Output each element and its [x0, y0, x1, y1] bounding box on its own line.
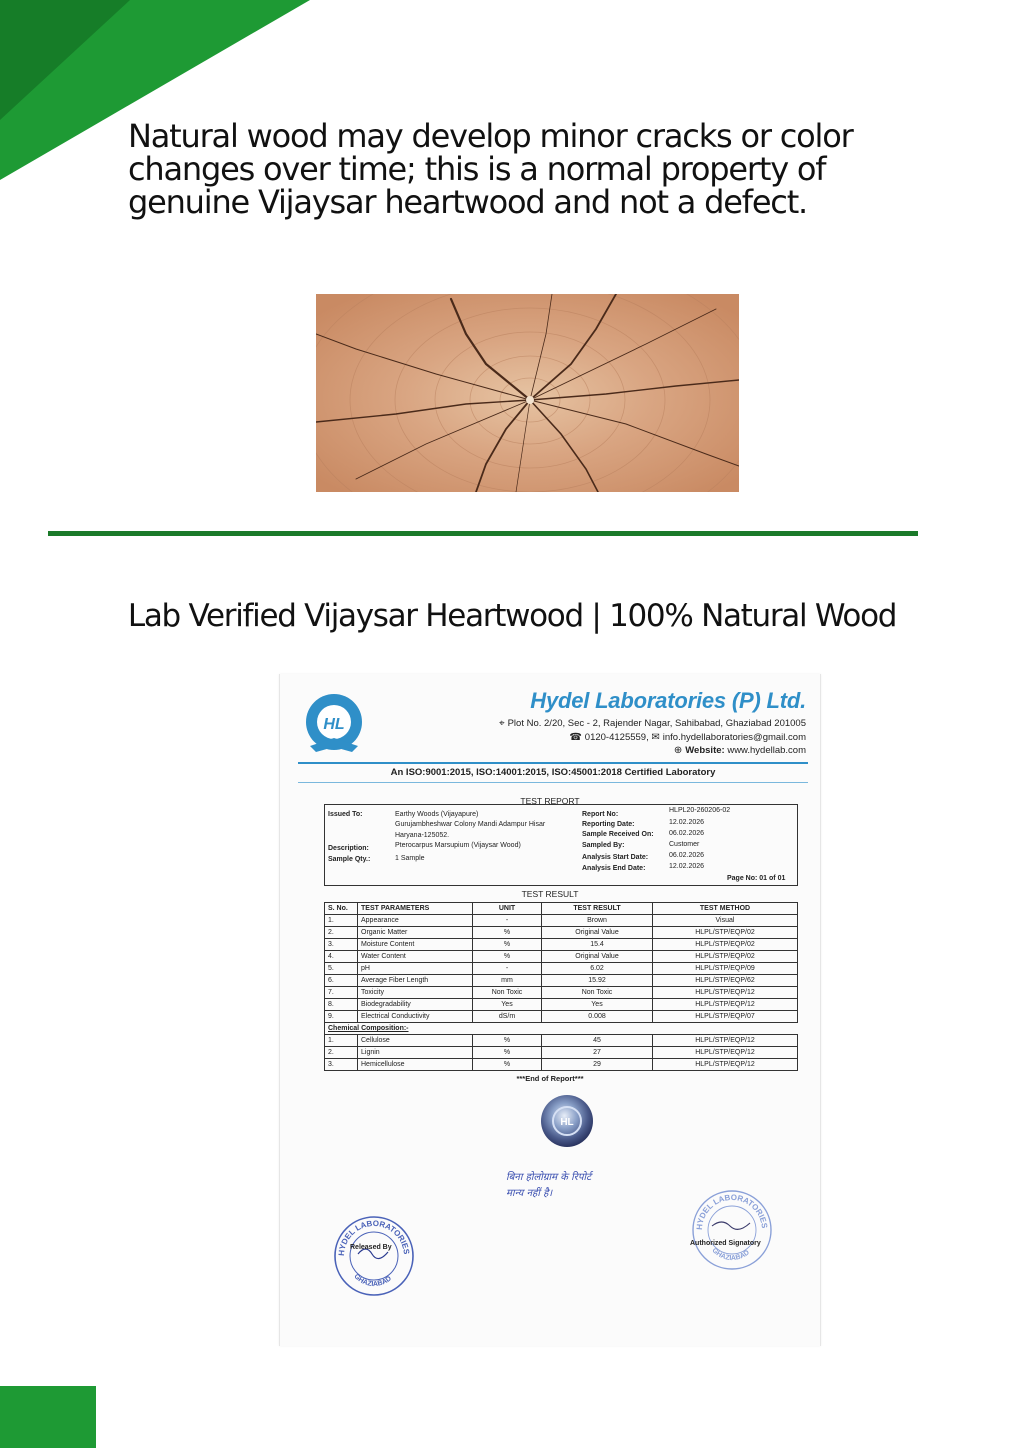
reporting-date-value: 12.02.2026: [669, 819, 705, 826]
table-cell: mm: [473, 975, 542, 987]
table-row: [325, 1047, 798, 1059]
table-cell: Yes: [473, 999, 542, 1011]
table-cell: 1.: [325, 1035, 358, 1047]
header-rule-thin: [298, 782, 808, 783]
table-cell: Organic Matter: [358, 927, 473, 939]
table-cell: HLPL/STP/EQP/02: [653, 951, 798, 963]
table-row: [325, 975, 798, 987]
lab-stamp-right: [690, 1188, 774, 1272]
table-cell: 2.: [325, 927, 358, 939]
table-cell: 6.02: [542, 963, 653, 975]
released-by-label: Released By: [350, 1244, 392, 1251]
sample-qty-value: 1 Sample: [395, 855, 425, 862]
test-report-title: TEST REPORT: [520, 796, 580, 806]
test-result-title: TEST RESULT: [521, 889, 579, 899]
hologram-notice-line-1: बिना होलोग्राम के रिपोर्ट: [506, 1172, 592, 1183]
lab-test-report: [279, 674, 821, 1346]
analysis-end-label: Analysis End Date:: [582, 865, 646, 872]
sample-received-label: Sample Received On:: [582, 831, 654, 838]
issued-to-label: Issued To:: [328, 811, 363, 818]
table-cell: 27: [542, 1047, 653, 1059]
analysis-start-label: Analysis Start Date:: [582, 854, 649, 861]
table-cell: %: [473, 1047, 542, 1059]
svg-text:GHAZIABAD: GHAZIABAD: [352, 1273, 393, 1289]
test-result-table: [324, 902, 798, 1071]
table-cell: %: [473, 939, 542, 951]
table-cell: Hemicellulose: [358, 1059, 473, 1071]
column-header: TEST RESULT: [542, 903, 653, 915]
table-cell: Original Value: [542, 951, 653, 963]
issued-to-line-2: Gurujambheshwar Colony Mandi Adampur Hisar: [395, 821, 546, 828]
table-cell: HLPL/STP/EQP/02: [653, 939, 798, 951]
svg-text:HYDEL LABORATORIES: HYDEL LABORATORIES: [694, 1192, 770, 1231]
hydel-logo-icon: [302, 692, 366, 756]
sampled-by-value: Customer: [669, 841, 700, 848]
svg-text:GHAZIABAD: GHAZIABAD: [710, 1247, 751, 1263]
lab-stamp-left: [332, 1214, 416, 1298]
table-cell: %: [473, 927, 542, 939]
table-row: [325, 927, 798, 939]
table-cell: 3.: [325, 939, 358, 951]
sample-qty-label: Sample Qty.:: [328, 856, 371, 863]
table-cell: %: [473, 1059, 542, 1071]
issued-to-line-1: Earthy Woods (Vijayapure): [395, 811, 479, 818]
table-cell: 9.: [325, 1011, 358, 1023]
mail-icon: ✉: [651, 732, 660, 743]
table-cell: HLPL/STP/EQP/09: [653, 963, 798, 975]
table-cell: Water Content: [358, 951, 473, 963]
table-cell: 3.: [325, 1059, 358, 1071]
table-cell: Toxicity: [358, 987, 473, 999]
report-no-value: HLPL20-260206-02: [669, 807, 731, 814]
table-cell: dS/m: [473, 1011, 542, 1023]
iso-certification: An ISO:9001:2015, ISO:14001:2015, ISO:45001:2018 Certified Laboratory: [390, 767, 716, 778]
table-subheader-row: [325, 1023, 798, 1035]
table-cell: Appearance: [358, 915, 473, 927]
table-cell: HLPL/STP/EQP/07: [653, 1011, 798, 1023]
table-row: [325, 987, 798, 999]
table-cell: 8.: [325, 999, 358, 1011]
section-title: Lab Verified Vijaysar Heartwood | 100% Natural Wood: [127, 598, 897, 634]
table-cell: HLPL/STP/EQP/12: [653, 1035, 798, 1047]
analysis-end-value: 12.02.2026: [669, 863, 705, 870]
table-cell: HLPL/STP/EQP/02: [653, 927, 798, 939]
description-value: Pterocarpus Marsupium (Vijaysar Wood): [395, 842, 521, 849]
table-cell: Biodegradability: [358, 999, 473, 1011]
table-cell: %: [473, 1035, 542, 1047]
hologram-notice: [506, 1170, 626, 1202]
table-cell: Non Toxic: [473, 987, 542, 999]
table-row: [325, 915, 798, 927]
header-rule: [298, 762, 808, 764]
table-row: [325, 951, 798, 963]
sampled-by-label: Sampled By:: [582, 842, 625, 849]
column-header: TEST PARAMETERS: [358, 903, 473, 915]
column-header: UNIT: [473, 903, 542, 915]
table-row: [325, 1059, 798, 1071]
table-cell: -: [473, 963, 542, 975]
description-label: Description:: [328, 845, 369, 852]
table-cell: 45: [542, 1035, 653, 1047]
chemical-composition-label: Chemical Composition:-: [325, 1023, 798, 1035]
column-header: TEST METHOD: [653, 903, 798, 915]
table-row: [325, 1011, 798, 1023]
table-cell: 5.: [325, 963, 358, 975]
table-cell: 0.008: [542, 1011, 653, 1023]
phone-icon: ☎: [569, 732, 582, 743]
table-cell: HLPL/STP/EQP/12: [653, 999, 798, 1011]
table-cell: Cellulose: [358, 1035, 473, 1047]
table-cell: Moisture Content: [358, 939, 473, 951]
table-header-row: [325, 903, 798, 915]
lab-address: ⌖ Plot No. 2/20, Sec - 2, Rajender Nagar, Sahibabad, Ghaziabad 201005: [498, 718, 806, 729]
table-cell: Average Fiber Length: [358, 975, 473, 987]
table-cell: 2.: [325, 1047, 358, 1059]
table-cell: Lignin: [358, 1047, 473, 1059]
section-divider: [48, 531, 918, 536]
table-row: [325, 963, 798, 975]
hologram-notice-line-2: मान्य नहीं है।: [506, 1188, 553, 1199]
table-cell: %: [473, 951, 542, 963]
headline-line-1: Natural wood may develop minor cracks or color: [128, 117, 853, 155]
hologram-seal-icon: [540, 1094, 594, 1148]
table-cell: Brown: [542, 915, 653, 927]
table-cell: Original Value: [542, 927, 653, 939]
table-cell: 1.: [325, 915, 358, 927]
table-row: [325, 939, 798, 951]
table-cell: Visual: [653, 915, 798, 927]
location-pin-icon: ⌖: [498, 718, 505, 729]
issued-to-line-3: Haryana-125052.: [395, 832, 450, 839]
headline: [128, 117, 948, 221]
svg-text:HL: HL: [323, 716, 345, 733]
analysis-start-value: 06.02.2026: [669, 852, 705, 859]
column-header: S. No.: [325, 903, 358, 915]
table-cell: Yes: [542, 999, 653, 1011]
headline-line-3: genuine Vijaysar heartwood and not a defect.: [128, 183, 808, 221]
lab-name: Hydel Laboratories (P) Ltd.: [530, 688, 806, 713]
table-row: [325, 999, 798, 1011]
report-info-box: [324, 804, 798, 886]
table-cell: 15.92: [542, 975, 653, 987]
globe-icon: ⊕: [673, 745, 683, 756]
table-cell: pH: [358, 963, 473, 975]
reporting-date-label: Reporting Date:: [582, 821, 635, 828]
end-of-report: ***End of Report***: [516, 1074, 584, 1083]
table-cell: 4.: [325, 951, 358, 963]
svg-text:HYDEL LABORATORIES: HYDEL LABORATORIES: [336, 1218, 412, 1257]
table-cell: Non Toxic: [542, 987, 653, 999]
table-cell: -: [473, 915, 542, 927]
table-cell: 7.: [325, 987, 358, 999]
headline-line-2: changes over time; this is a normal property of: [128, 150, 826, 188]
report-no-label: Report No:: [582, 811, 619, 818]
authorized-signatory-label: Authorized Signatory: [690, 1240, 761, 1247]
table-cell: 29: [542, 1059, 653, 1071]
corner-decoration-bottom-left: [0, 1386, 96, 1448]
cracked-wood-image: [316, 294, 739, 492]
table-cell: Electrical Conductivity: [358, 1011, 473, 1023]
table-cell: HLPL/STP/EQP/12: [653, 1059, 798, 1071]
lab-contact: ☎ 0120-4125559, ✉ info.hydellaboratories@gmail.com: [569, 732, 806, 743]
table-cell: HLPL/STP/EQP/12: [653, 987, 798, 999]
svg-text:HL: HL: [560, 1117, 574, 1128]
table-cell: HLPL/STP/EQP/12: [653, 1047, 798, 1059]
sample-received-value: 06.02.2026: [669, 830, 705, 837]
table-row: [325, 1035, 798, 1047]
lab-website: ⊕ Website: www.hydellab.com: [673, 745, 806, 756]
table-cell: 6.: [325, 975, 358, 987]
table-cell: 15.4: [542, 939, 653, 951]
page-number: Page No: 01 of 01: [727, 875, 786, 882]
table-cell: HLPL/STP/EQP/62: [653, 975, 798, 987]
